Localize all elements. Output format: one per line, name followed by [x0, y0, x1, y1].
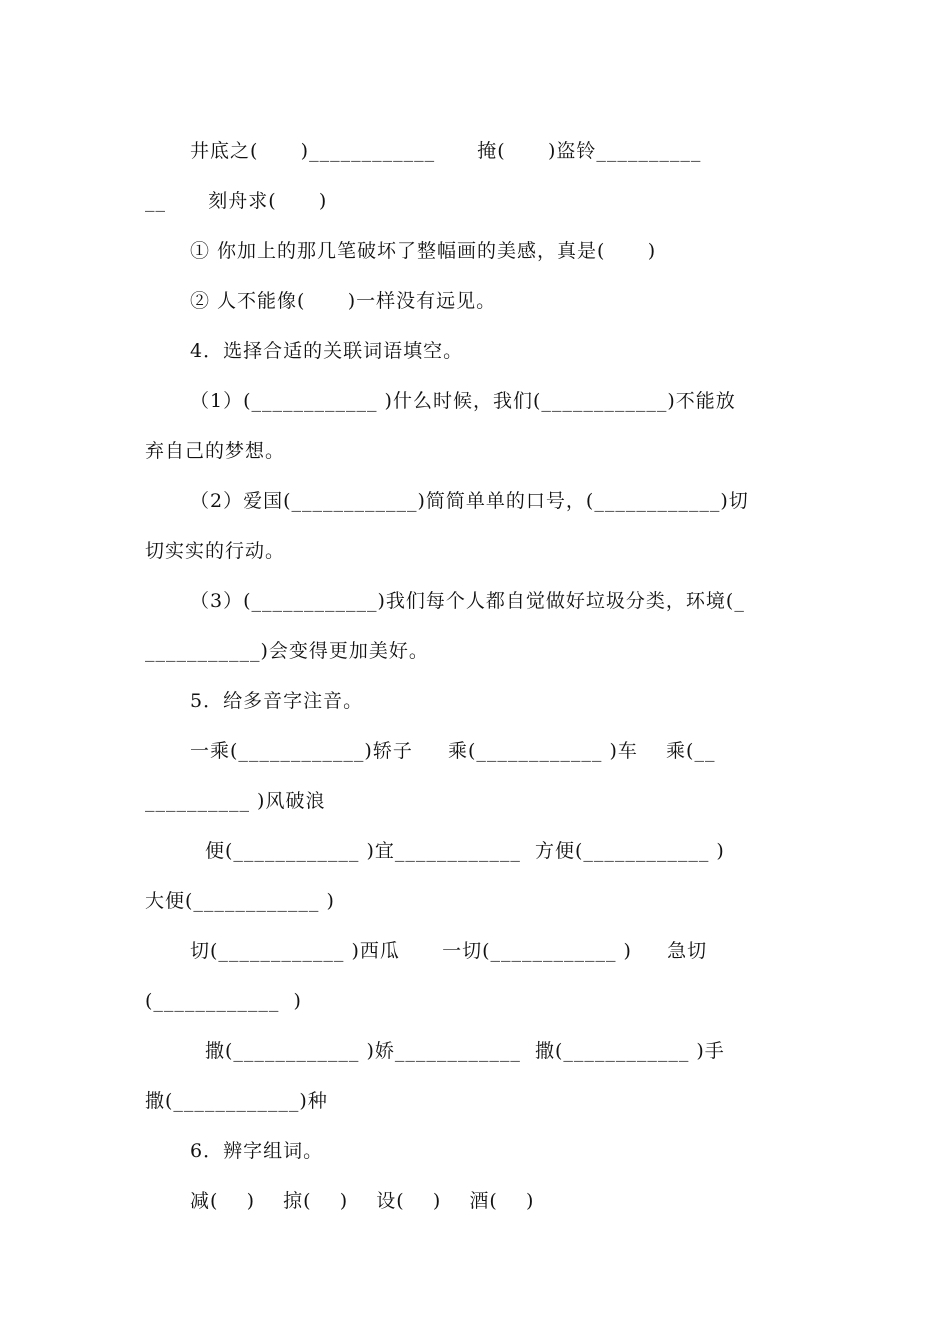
- text-line-18: (____________ ): [145, 990, 302, 1012]
- text-line-20: 撒(____________)种: [145, 1090, 328, 1112]
- text-line-14: __________ )风破浪: [145, 790, 326, 812]
- text-line-4: ② 人不能像( )一样没有远见。: [190, 290, 497, 312]
- text-line-7: 弃自己的梦想。: [145, 440, 286, 462]
- text-line-6: （1）(____________ )什么时候，我们(____________)不能放: [190, 390, 736, 412]
- text-line-15: 便(____________ )宜____________ 方便(____________ ): [205, 840, 725, 862]
- text-line-19: 撒(____________ )娇____________ 撒(____________ )手: [205, 1040, 725, 1062]
- question-6-heading: 6．辨字组词。: [190, 1140, 324, 1162]
- text-line-9: 切实实的行动。: [145, 540, 286, 562]
- question-5-heading: 5．给多音字注音。: [190, 690, 364, 712]
- text-line-2: __ 刻舟求( ): [145, 190, 328, 212]
- text-line-8: （2）爱国(____________)简简单单的口号，(____________)切: [190, 490, 749, 512]
- text-line-17: 切(____________ )西瓜 一切(____________ ) 急切: [190, 940, 708, 962]
- text-line-22: 减( ) 掠( ) 设( ) 酒( ): [190, 1190, 535, 1212]
- text-line-13: 一乘(____________)轿子 乘(____________ )车 乘(__: [190, 740, 716, 762]
- text-line-11: ___________)会变得更加美好。: [145, 640, 429, 662]
- text-line-10: （3）(____________)我们每个人都自觉做好垃圾分类，环境(_: [190, 590, 745, 612]
- text-line-16: 大便(____________ ): [145, 890, 335, 912]
- question-4-heading: 4．选择合适的关联词语填空。: [190, 340, 464, 362]
- text-line-1: 井底之( )____________ 掩( )盗铃__________: [190, 140, 702, 162]
- text-line-3: ① 你加上的那几笔破坏了整幅画的美感，真是( ): [190, 240, 657, 262]
